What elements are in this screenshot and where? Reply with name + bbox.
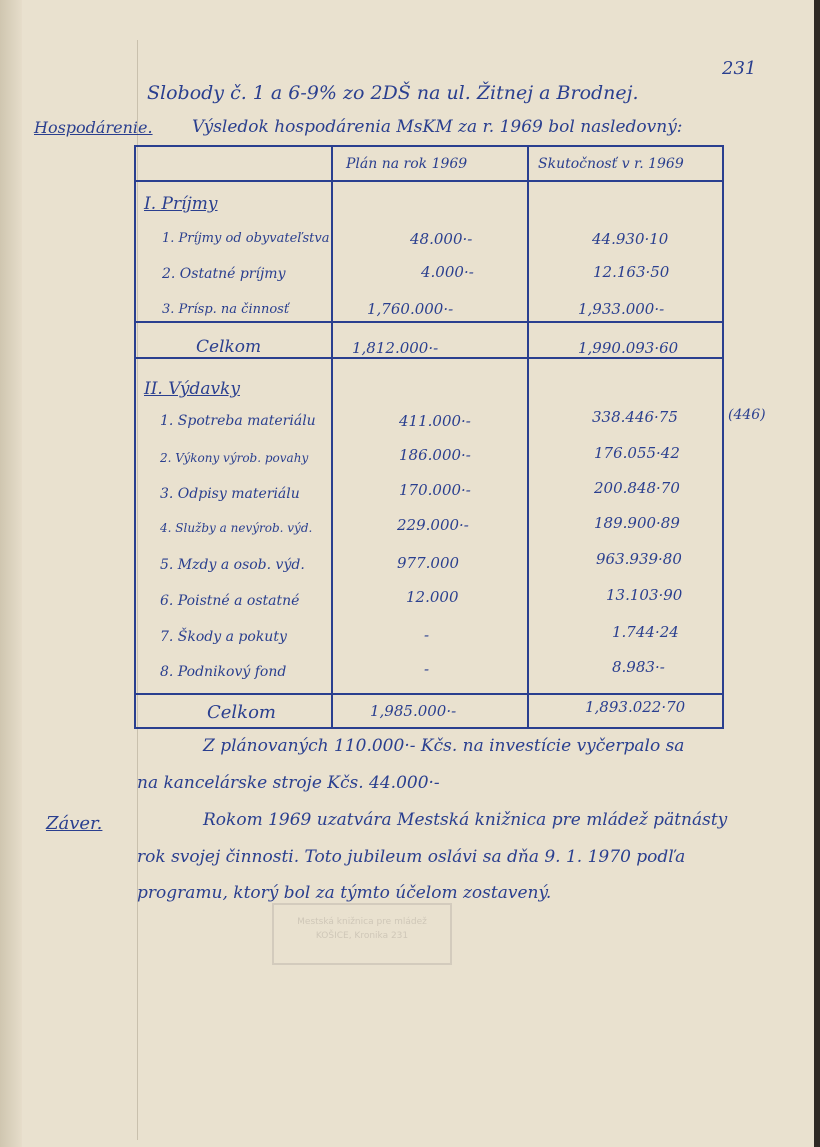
income-row-1-label: 1. Príjmy od obyvateľstva [162,231,330,246]
expense-total-label: Celkom [207,702,276,723]
margin-rule [137,40,138,1140]
faded-stamp [272,903,452,965]
income-row-2-plan: 4.000·- [421,263,474,281]
expense-row-6-actual: 13.103·90 [606,586,683,604]
expense-row-3-plan: 170.000·- [399,481,471,499]
paragraph-2-line-1: Rokom 1969 uzatvára Mestská knižnica pre mládež pätnásty [203,810,728,830]
expense-row-8-actual: 8.983·- [612,658,665,676]
expense-row-4-actual: 189.900·89 [594,514,680,532]
expense-row-3-label: 3. Odpisy materiálu [160,486,300,502]
expense-row-1-plan: 411.000·- [399,412,471,430]
expense-row-6-label: 6. Poistné a ostatné [160,593,300,609]
paragraph-2-line-3: programu, ktorý bol za týmto účelom zostavený. [137,883,552,903]
expense-row-5-label: 5. Mzdy a osob. výd. [160,557,305,573]
income-section-header: I. Príjmy [144,194,218,214]
expense-row-2-actual: 176.055·42 [594,444,680,462]
income-row-3-actual: 1,933.000·- [578,300,665,318]
column-header-plan: Plán na rok 1969 [346,156,468,172]
expense-row-2-plan: 186.000·- [399,446,471,464]
expense-row-4-label: 4. Služby a nevýrob. výd. [160,521,313,535]
paragraph-1-line-1: Z plánovaných 110.000·- Kčs. na investície vyčerpalo sa [203,736,685,756]
paragraph-1-line-2: na kancelárske stroje Kčs. 44.000·- [137,773,440,793]
expense-row-8-plan: - [424,660,430,678]
margin-note-zaver: Záver. [46,813,103,834]
expense-row-7-label: 7. Škody a pokuty [160,629,287,645]
income-row-1-actual: 44.930·10 [592,230,669,248]
expense-row-6-plan: 12.000 [406,588,459,606]
stamp-line-1: Mestská knižnica pre mládež [297,917,427,927]
income-row-3-label: 3. Prísp. na činnosť [162,302,290,317]
expense-row-7-actual: 1.744·24 [612,623,679,641]
stamp-line-2: KOŠICE, Kronika 231 [315,931,409,942]
expense-row-4-plan: 229.000·- [397,516,469,534]
expense-row-7-plan: - [424,626,430,644]
expense-row-5-plan: 977.000 [397,554,460,572]
expense-row-8-label: 8. Podnikový fond [160,664,287,680]
heading-line-1: Slobody č. 1 a 6-9% zo 2DŠ na ul. Žitnej a Brodnej. [147,82,639,104]
heading-line-2: Výsledok hospodárenia MsKM za r. 1969 bol nasledovný: [192,117,683,137]
income-row-1-plan: 48.000·- [410,230,473,248]
income-total-label: Celkom [196,337,262,357]
expense-section-header: II. Výdavky [144,379,240,399]
income-row-3-plan: 1,760.000·- [367,300,454,318]
expense-row-1-actual: 338.446·75 [592,408,678,426]
margin-note-hospodarenie: Hospodárenie. [34,118,153,137]
expense-row-5-actual: 963.939·80 [596,550,682,568]
column-header-skutocnost: Skutočnosť v r. 1969 [538,156,684,172]
expense-total-actual: 1,893.022·70 [585,698,686,716]
side-note-446: (446) [728,407,766,423]
paragraph-2-line-2: rok svojej činnosti. Toto jubileum oslávi sa dňa 9. 1. 1970 podľa [137,847,686,867]
income-total-plan: 1,812.000·- [352,339,439,357]
income-row-2-actual: 12.163·50 [593,263,670,281]
expense-row-2-label: 2. Výkony výrob. povahy [160,451,309,465]
expense-row-3-actual: 200.848·70 [594,479,680,497]
page-number: 231 [722,58,757,79]
expense-row-1-label: 1. Spotreba materiálu [160,413,316,429]
income-row-2-label: 2. Ostatné príjmy [162,266,286,282]
income-total-actual: 1,990.093·60 [578,339,679,357]
expense-total-plan: 1,985.000·- [370,702,457,720]
